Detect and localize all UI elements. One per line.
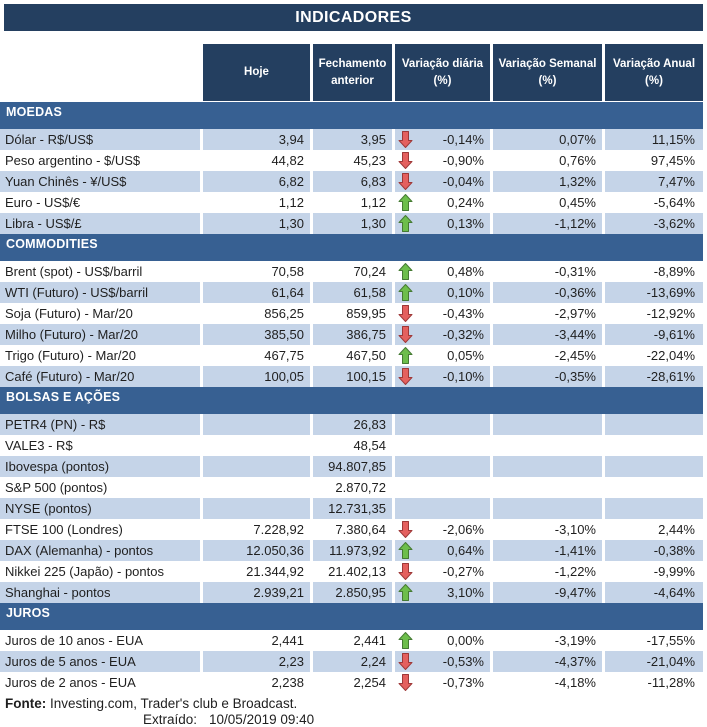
arrow-down-icon [398,562,413,581]
cell-hoje: 3,94 [203,129,313,150]
row-label: Juros de 2 anos - EUA [0,672,203,693]
arrow-up-icon [398,346,413,365]
table-row [0,651,707,672]
variacao-diaria-value: 0,00% [447,633,484,648]
variacao-diaria-value: -0,14% [442,132,484,147]
arrow-up-icon [398,262,413,281]
cell-fechamento-anterior: 467,50 [313,345,395,366]
cell-hoje [203,498,313,519]
source-line [5,696,707,712]
variacao-diaria-value: 0,10% [447,285,484,300]
cell-hoje: 856,25 [203,303,313,324]
cell-variacao-anual: -5,64% [605,192,707,213]
arrow-up-icon [398,583,413,602]
cell-variacao-anual: -17,55% [605,630,707,651]
row-label: Dólar - R$/US$ [0,129,203,150]
cell-variacao-semanal: 0,76% [493,150,605,171]
cell-hoje: 7.228,92 [203,519,313,540]
table-row [0,672,707,693]
row-label: Peso argentino - $/US$ [0,150,203,171]
cell-variacao-anual: 11,15% [605,129,707,150]
cell-variacao-anual [605,456,707,477]
cell-variacao-anual: -4,64% [605,582,707,603]
cell-fechamento-anterior: 2,441 [313,630,395,651]
arrow-down-icon [398,520,413,539]
variacao-diaria-value: -0,73% [442,675,484,690]
row-label: FTSE 100 (Londres) [0,519,203,540]
cell-variacao-anual: -22,04% [605,345,707,366]
arrow-up-icon [398,283,413,302]
table-row [0,561,707,582]
table-row [0,366,707,387]
header-corner-cell [0,44,203,101]
row-label: Libra - US$/£ [0,213,203,234]
arrow-up-icon [398,541,413,560]
variacao-diaria-value: -0,10% [442,369,484,384]
row-label: S&P 500 (pontos) [0,477,203,498]
cell-hoje: 467,75 [203,345,313,366]
variacao-diaria-value: -0,90% [442,153,484,168]
cell-fechamento-anterior: 61,58 [313,282,395,303]
cell-hoje: 1,30 [203,213,313,234]
row-label: WTI (Futuro) - US$/barril [0,282,203,303]
cell-variacao-diaria [395,129,493,150]
table-row [0,456,707,477]
cell-variacao-anual: -13,69% [605,282,707,303]
table-row [0,435,707,456]
cell-variacao-diaria [395,414,493,435]
arrow-up-icon [398,193,413,212]
cell-variacao-semanal: 0,45% [493,192,605,213]
cell-hoje [203,456,313,477]
arrow-down-icon [398,367,413,386]
row-label: Milho (Futuro) - Mar/20 [0,324,203,345]
cell-variacao-anual [605,435,707,456]
section-header-bolsas-e-acoes: BOLSAS E AÇÕES [0,387,703,414]
cell-variacao-anual: -12,92% [605,303,707,324]
cell-variacao-anual: -28,61% [605,366,707,387]
cell-variacao-anual [605,414,707,435]
cell-variacao-semanal: -3,10% [493,519,605,540]
cell-variacao-diaria [395,282,493,303]
row-label: Soja (Futuro) - Mar/20 [0,303,203,324]
row-label: Shanghai - pontos [0,582,203,603]
cell-hoje [203,477,313,498]
cell-variacao-anual [605,477,707,498]
cell-fechamento-anterior: 1,12 [313,192,395,213]
variacao-diaria-value: -0,04% [442,174,484,189]
extracted-label: Extraído: [143,712,198,727]
cell-variacao-anual: -11,28% [605,672,707,693]
source-label: Fonte: [5,696,47,711]
cell-variacao-semanal: -1,41% [493,540,605,561]
cell-variacao-anual: 2,44% [605,519,707,540]
cell-variacao-anual: -9,99% [605,561,707,582]
footer [0,696,707,727]
cell-variacao-semanal [493,477,605,498]
row-label: NYSE (pontos) [0,498,203,519]
cell-variacao-anual: -3,62% [605,213,707,234]
cell-variacao-diaria [395,672,493,693]
cell-fechamento-anterior: 2.850,95 [313,582,395,603]
cell-hoje: 385,50 [203,324,313,345]
cell-variacao-diaria [395,630,493,651]
cell-variacao-anual: -9,61% [605,324,707,345]
extracted-line [143,712,707,727]
section-header-commodities: COMMODITIES [0,234,703,261]
cell-variacao-diaria [395,303,493,324]
cell-variacao-anual: -21,04% [605,651,707,672]
cell-fechamento-anterior: 3,95 [313,129,395,150]
cell-hoje: 1,12 [203,192,313,213]
cell-hoje: 2.939,21 [203,582,313,603]
cell-fechamento-anterior: 26,83 [313,414,395,435]
header-fechamento-anterior: Fechamento anterior [313,44,395,101]
cell-fechamento-anterior: 2.870,72 [313,477,395,498]
row-label: Juros de 5 anos - EUA [0,651,203,672]
cell-variacao-semanal: -2,45% [493,345,605,366]
arrow-down-icon [398,151,413,170]
arrow-down-icon [398,673,413,692]
section-header-moedas: MOEDAS [0,102,703,129]
table-row [0,582,707,603]
variacao-diaria-value: -2,06% [442,522,484,537]
cell-variacao-diaria [395,498,493,519]
cell-variacao-diaria [395,213,493,234]
cell-variacao-semanal [493,456,605,477]
cell-variacao-semanal: -0,36% [493,282,605,303]
cell-variacao-diaria [395,345,493,366]
row-label: VALE3 - R$ [0,435,203,456]
header-variacao-diaria: Variação diária (%) [395,44,493,101]
cell-hoje: 100,05 [203,366,313,387]
cell-variacao-diaria [395,519,493,540]
cell-variacao-semanal [493,498,605,519]
cell-fechamento-anterior: 48,54 [313,435,395,456]
arrow-up-icon [398,631,413,650]
variacao-diaria-value: 0,48% [447,264,484,279]
cell-hoje [203,435,313,456]
cell-fechamento-anterior: 100,15 [313,366,395,387]
cell-variacao-diaria [395,435,493,456]
row-label: Nikkei 225 (Japão) - pontos [0,561,203,582]
cell-hoje: 61,64 [203,282,313,303]
row-label: Euro - US$/€ [0,192,203,213]
cell-hoje [203,414,313,435]
table-row [0,261,707,282]
variacao-diaria-value: 0,05% [447,348,484,363]
variacao-diaria-value: 0,64% [447,543,484,558]
table-header-row [0,44,707,101]
table-row [0,324,707,345]
cell-fechamento-anterior: 6,83 [313,171,395,192]
cell-variacao-semanal: -0,35% [493,366,605,387]
table-body [0,102,707,693]
cell-variacao-semanal: 1,32% [493,171,605,192]
row-label: Trigo (Futuro) - Mar/20 [0,345,203,366]
arrow-down-icon [398,304,413,323]
cell-hoje: 44,82 [203,150,313,171]
cell-variacao-diaria [395,192,493,213]
variacao-diaria-value: 3,10% [447,585,484,600]
table-row [0,345,707,366]
header-variacao-semanal: Variação Semanal (%) [493,44,605,101]
cell-variacao-anual: 7,47% [605,171,707,192]
row-label: Yuan Chinês - ¥/US$ [0,171,203,192]
row-label: PETR4 (PN) - R$ [0,414,203,435]
cell-fechamento-anterior: 45,23 [313,150,395,171]
cell-variacao-semanal [493,435,605,456]
cell-variacao-diaria [395,261,493,282]
cell-hoje: 2,441 [203,630,313,651]
cell-hoje: 2,238 [203,672,313,693]
cell-hoje: 21.344,92 [203,561,313,582]
variacao-diaria-value: -0,32% [442,327,484,342]
table-row [0,477,707,498]
row-label: Brent (spot) - US$/barril [0,261,203,282]
cell-variacao-semanal: -9,47% [493,582,605,603]
cell-variacao-semanal: -1,22% [493,561,605,582]
variacao-diaria-value: -0,43% [442,306,484,321]
cell-variacao-diaria [395,366,493,387]
table-row [0,129,707,150]
cell-variacao-anual [605,498,707,519]
extracted-timestamp: 10/05/2019 09:40 [209,712,315,727]
cell-fechamento-anterior: 94.807,85 [313,456,395,477]
cell-variacao-semanal: -4,18% [493,672,605,693]
cell-hoje: 12.050,36 [203,540,313,561]
table-row [0,540,707,561]
cell-fechamento-anterior: 2,24 [313,651,395,672]
cell-fechamento-anterior: 1,30 [313,213,395,234]
cell-hoje: 70,58 [203,261,313,282]
variacao-diaria-value: -0,53% [442,654,484,669]
table-row [0,630,707,651]
cell-variacao-diaria [395,582,493,603]
cell-variacao-semanal: -4,37% [493,651,605,672]
cell-variacao-anual: 97,45% [605,150,707,171]
cell-hoje: 2,23 [203,651,313,672]
header-variacao-anual: Variação Anual (%) [605,44,707,101]
cell-fechamento-anterior: 7.380,64 [313,519,395,540]
variacao-diaria-value: 0,24% [447,195,484,210]
table-row [0,192,707,213]
arrow-down-icon [398,130,413,149]
page-title: INDICADORES [4,4,703,31]
cell-variacao-semanal: -0,31% [493,261,605,282]
arrow-up-icon [398,214,413,233]
cell-variacao-semanal: -1,12% [493,213,605,234]
table-row [0,498,707,519]
arrow-down-icon [398,172,413,191]
table-row [0,213,707,234]
variacao-diaria-value: -0,27% [442,564,484,579]
cell-variacao-anual: -8,89% [605,261,707,282]
table-row [0,303,707,324]
cell-variacao-semanal [493,414,605,435]
cell-hoje: 6,82 [203,171,313,192]
table-row [0,150,707,171]
cell-variacao-diaria [395,540,493,561]
cell-variacao-anual: -0,38% [605,540,707,561]
cell-variacao-diaria [395,171,493,192]
cell-variacao-semanal: -3,44% [493,324,605,345]
cell-variacao-diaria [395,324,493,345]
cell-variacao-diaria [395,150,493,171]
cell-fechamento-anterior: 70,24 [313,261,395,282]
cell-variacao-diaria [395,651,493,672]
source-text: Investing.com, Trader's club e Broadcast. [46,696,298,711]
table-row [0,282,707,303]
cell-fechamento-anterior: 386,75 [313,324,395,345]
cell-fechamento-anterior: 11.973,92 [313,540,395,561]
cell-variacao-semanal: 0,07% [493,129,605,150]
row-label: DAX (Alemanha) - pontos [0,540,203,561]
cell-variacao-diaria [395,456,493,477]
section-header-juros: JUROS [0,603,703,630]
arrow-down-icon [398,652,413,671]
cell-fechamento-anterior: 2,254 [313,672,395,693]
cell-variacao-semanal: -2,97% [493,303,605,324]
cell-variacao-diaria [395,561,493,582]
row-label: Café (Futuro) - Mar/20 [0,366,203,387]
row-label: Ibovespa (pontos) [0,456,203,477]
table-row [0,519,707,540]
header-hoje: Hoje [203,44,313,101]
row-label: Juros de 10 anos - EUA [0,630,203,651]
cell-variacao-semanal: -3,19% [493,630,605,651]
cell-fechamento-anterior: 12.731,35 [313,498,395,519]
table-row [0,171,707,192]
cell-fechamento-anterior: 859,95 [313,303,395,324]
variacao-diaria-value: 0,13% [447,216,484,231]
cell-variacao-diaria [395,477,493,498]
table-row [0,414,707,435]
arrow-down-icon [398,325,413,344]
cell-fechamento-anterior: 21.402,13 [313,561,395,582]
